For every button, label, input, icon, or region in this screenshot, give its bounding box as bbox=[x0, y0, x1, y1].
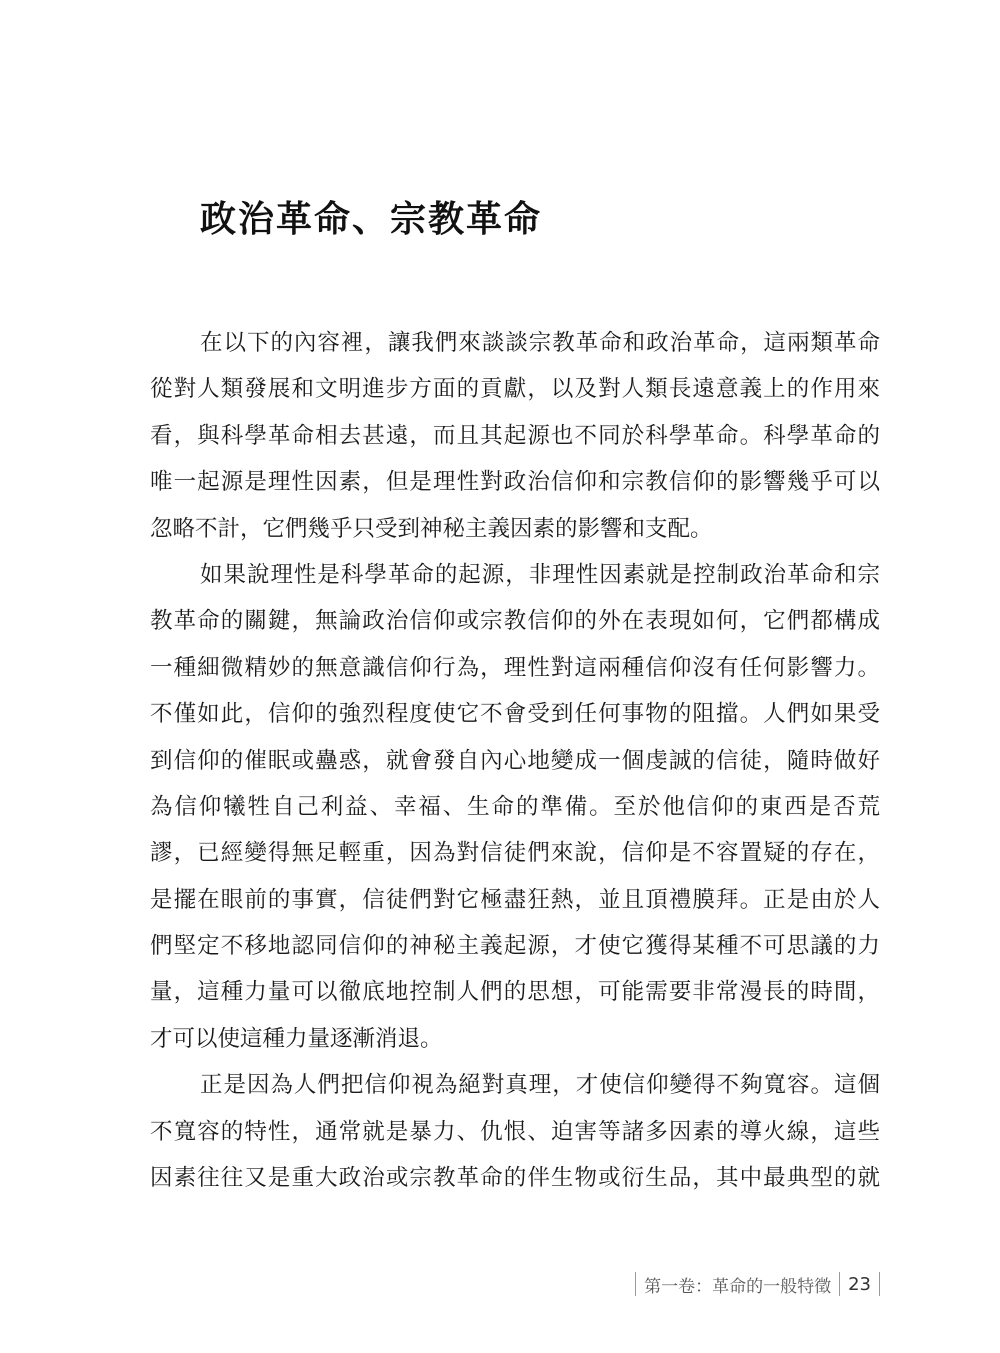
text-line: 量，這種力量可以徹底地控制人們的思想，可能需要非常漫長的時間， bbox=[150, 979, 880, 1006]
text-line: 唯一起源是理性因素，但是理性對政治信仰和宗教信仰的影響幾乎可以 bbox=[150, 469, 880, 496]
text-line: 是擺在眼前的事實，信徒們對它極盡狂熱，並且頂禮膜拜。正是由於人 bbox=[150, 886, 880, 913]
text-line: 教革命的關鍵，無論政治信仰或宗教信仰的外在表現如何，它們都構成 bbox=[150, 608, 880, 635]
footer-divider-left bbox=[635, 1272, 636, 1296]
text-line: 正是因為人們把信仰視為絕對真理，才使信仰變得不夠寬容。這個 bbox=[200, 1072, 880, 1099]
text-line: 從對人類發展和文明進步方面的貢獻，以及對人類長遠意義上的作用來 bbox=[150, 376, 880, 403]
text-line: 一種細微精妙的無意識信仰行為，理性對這兩種信仰沒有任何影響力。 bbox=[150, 654, 880, 681]
text-line: 們堅定不移地認同信仰的神秘主義起源，才使它獲得某種不可思議的力 bbox=[150, 933, 880, 960]
text-line: 謬，已經變得無足輕重，因為對信徒們來說，信仰是不容置疑的存在， bbox=[150, 840, 880, 867]
body-text bbox=[150, 320, 880, 1201]
text-line: 不寬容的特性，通常就是暴力、仇恨、迫害等諸多因素的導火線，這些 bbox=[150, 1118, 880, 1145]
text-line: 忽略不計，它們幾乎只受到神秘主義因素的影響和支配。 bbox=[150, 515, 713, 542]
page-number: 23 bbox=[848, 1273, 871, 1295]
paragraph bbox=[150, 320, 880, 552]
footer-divider-right bbox=[879, 1272, 880, 1296]
text-line: 看，與科學革命相去甚遠，而且其起源也不同於科學革命。科學革命的 bbox=[150, 422, 880, 449]
page-footer bbox=[627, 1270, 888, 1298]
paragraph bbox=[150, 552, 880, 1062]
paragraph bbox=[150, 1062, 880, 1201]
chapter-title: 政治革命、宗教革命 bbox=[200, 199, 543, 240]
footer-divider-middle bbox=[839, 1272, 840, 1296]
text-line: 如果說理性是科學革命的起源，非理性因素就是控制政治革命和宗 bbox=[200, 561, 880, 588]
text-line: 因素往往又是重大政治或宗教革命的伴生物或衍生品，其中最典型的就 bbox=[150, 1165, 880, 1192]
text-line: 才可以使這種力量逐漸消退。 bbox=[150, 1025, 443, 1052]
running-head: 第一卷：革命的一般特徵 bbox=[644, 1276, 832, 1297]
text-line: 不僅如此，信仰的強烈程度使它不會受到任何事物的阻擋。人們如果受 bbox=[150, 701, 880, 728]
text-line: 到信仰的催眠或蠱惑，就會發自內心地變成一個虔誠的信徒，隨時做好 bbox=[150, 747, 880, 774]
text-line: 為信仰犧牲自己利益、幸福、生命的準備。至於他信仰的東西是否荒 bbox=[150, 793, 880, 820]
text-line: 在以下的內容裡，讓我們來談談宗教革命和政治革命，這兩類革命 bbox=[200, 330, 880, 356]
